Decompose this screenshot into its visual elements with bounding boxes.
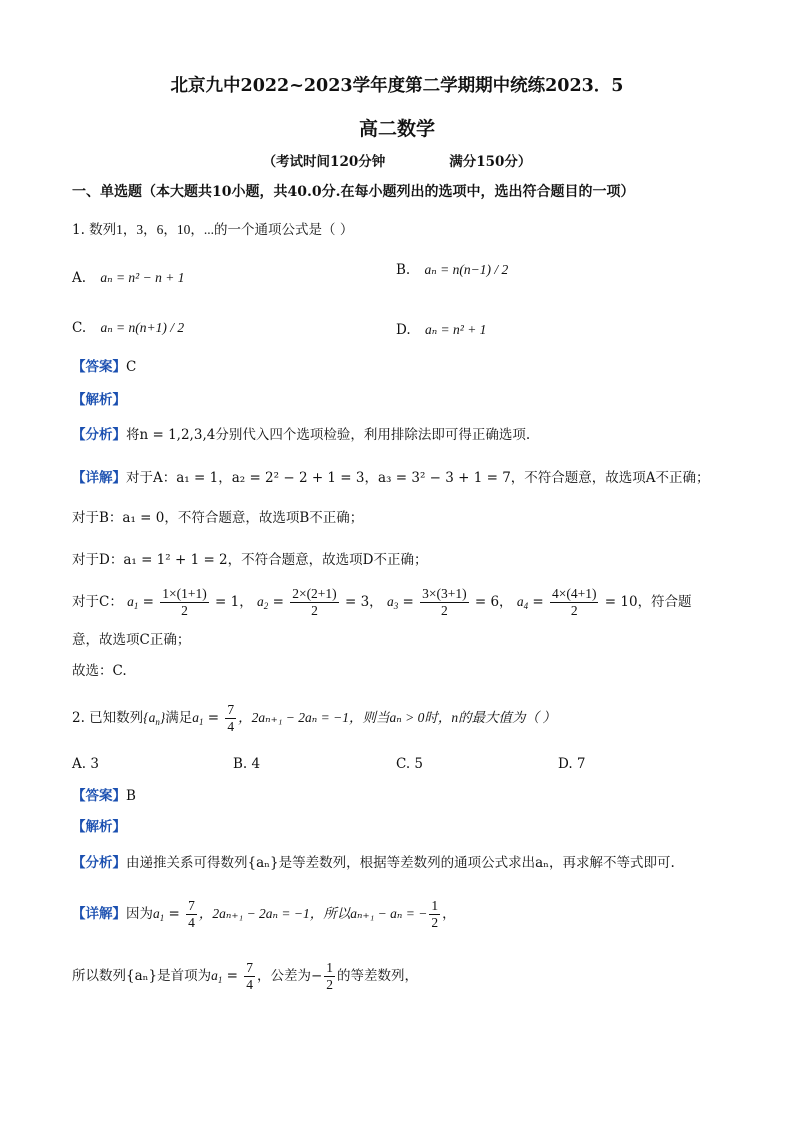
exam-time: （考试时间120分钟 [262,154,386,170]
q1-choose: 故选：C. [72,663,127,679]
subject-title: 高二数学 [358,118,435,140]
q2-stem: 2. 已知数列$\{a_n\}$满足$a_1$ = $\frac{7}{4}$ ，2aₙ₊₁ − 2aₙ = −1，则当aₙ > 0时，n的最大值为（ ） [72,702,556,734]
q2-fenxi: 【分析】由递推关系可得数列{aₙ}是等差数列，根据等差数列的通项公式求出aₙ，再求解不等式即可. [72,855,675,871]
q1-answer: 【答案】C [72,359,137,375]
q1-detail-c: 对于C： $a_1$ = $\frac{1\times(1+1)}{2}$ = 1， $a_2$ = $\frac{2\times(2+1)}{2}$ = 3， $a_3$ = $\frac{3\times(3+1)}{2}$ = 6， $a_4$ = $\frac{4\times(4+1)}{2}$ = 10，符合题 [72,586,692,618]
q2-option-a: A. 3 [72,756,99,772]
q1-option-a: A. aₙ = n² − n + 1 [72,270,185,286]
q1-detail-b: 对于B：a₁ = 0，不符合题意，故选项B不正确； [72,510,364,526]
q1-detail-d: 对于D：a₁ = 1² + 1 = 2，不符合题意，故选项D不正确； [72,552,428,568]
q2-option-d: D. 7 [558,756,586,772]
q1-option-b: B. aₙ = n(n−1) / 2 [396,262,509,278]
q2-detail-1: 【详解】因为$a_1$ = $\frac{7}{4}$ ，2aₙ₊₁ − 2aₙ = −1，所以aₙ₊₁ − aₙ = − $\frac{1}{2}$ ， [72,898,456,930]
q1-fenxi: 【分析】将n = 1,2,3,4分别代入四个选项检验，利用排除法即可得正确选项. [72,427,531,443]
full-score: 满分150分） [449,154,532,170]
q1-stem: 1. 数列1，3，6，10，...的一个通项公式是（ ） [72,222,354,238]
q1-option-d: D. aₙ = n² + 1 [396,322,487,338]
q2-analysis-label: 【解析】 [72,819,126,835]
section-heading: 一、单选题（本大题共10小题，共40.0分.在每小题列出的选项中，选出符合题目的一项） [72,184,635,200]
q2-detail-2: 所以数列{aₙ}是首项为$a_1$ = $\frac{7}{4}$ ，公差为− $\frac{1}{2}$ 的等差数列， [72,960,419,992]
q2-option-b: B. 4 [233,756,261,772]
q2-answer: 【答案】B [72,788,136,804]
exam-title: 北京九中2022~2023学年度第二学期期中统练2023．5 [170,76,624,96]
q1-detail-c-end: 意，故选项C正确； [72,632,191,648]
exam-info [0,150,794,170]
q1-option-c: C. aₙ = n(n+1) / 2 [72,320,185,336]
q2-option-c: C. 5 [396,756,424,772]
q1-detail-a: 【详解】对于A：a₁ = 1，a₂ = 2² − 2 + 1 = 3，a₃ = 3² − 3 + 1 = 7，不符合题意，故选项A不正确； [72,470,710,486]
q1-analysis-label: 【解析】 [72,392,126,408]
